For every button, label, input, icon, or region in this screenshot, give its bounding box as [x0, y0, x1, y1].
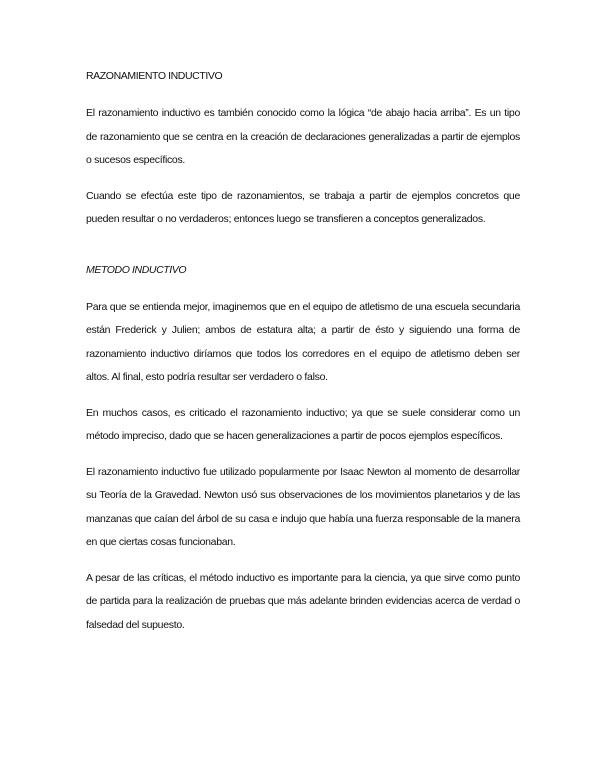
section-title-razonamiento-inductivo: RAZONAMIENTO INDUCTIVO	[86, 70, 223, 82]
section-title-metodo-inductivo: METODO INDUCTIVO	[86, 263, 187, 276]
paragraph: El razonamiento inductivo fue utilizado popularmente por Isaac Newton al momento de desarrollar su Teoría de la Gravedad. Newton usó sus observaciones de los movimientos planetarios y de las manzanas que caían del árbol de su casa e indujo que había una fuerza responsable de la manera en que ciertas cosas funcionaban.	[86, 465, 520, 548]
paragraph: A pesar de las críticas, el método inductivo es importante para la ciencia, ya que sirve como punto de partida para la realización de pruebas que más adelante brinden evidencias acerca de verdad o falsedad del supuesto.	[86, 571, 520, 631]
paragraph: En muchos casos, es criticado el razonamiento inductivo; ya que se suele considerar como un método impreciso, dado que se hacen generalizaciones a partir de pocos ejemplos específicos.	[86, 406, 520, 442]
paragraph: Para que se entienda mejor, imaginemos que en el equipo de atletismo de una escuela secundaria están Frederick y Julien; ambos de estatura alta; a partir de ésto y siguiendo una forma de razonamiento inductivo diríamos que todos los corredores en el equipo de atletismo deben ser altos. Al final, esto podría resultar ser verdadero o falso.	[86, 300, 520, 383]
paragraph: El razonamiento inductivo es también conocido como la lógica “de abajo hacia arriba”. Es un tipo de razonamiento que se centra en la creación de declaraciones generalizadas a partir de ejemplos o sucesos específicos.	[86, 107, 520, 166]
paragraph: Cuando se efectúa este tipo de razonamientos, se trabaja a partir de ejemplos concretos que pueden resultar o no verdaderos; entonces luego se transfieren a conceptos generalizados.	[86, 189, 520, 225]
